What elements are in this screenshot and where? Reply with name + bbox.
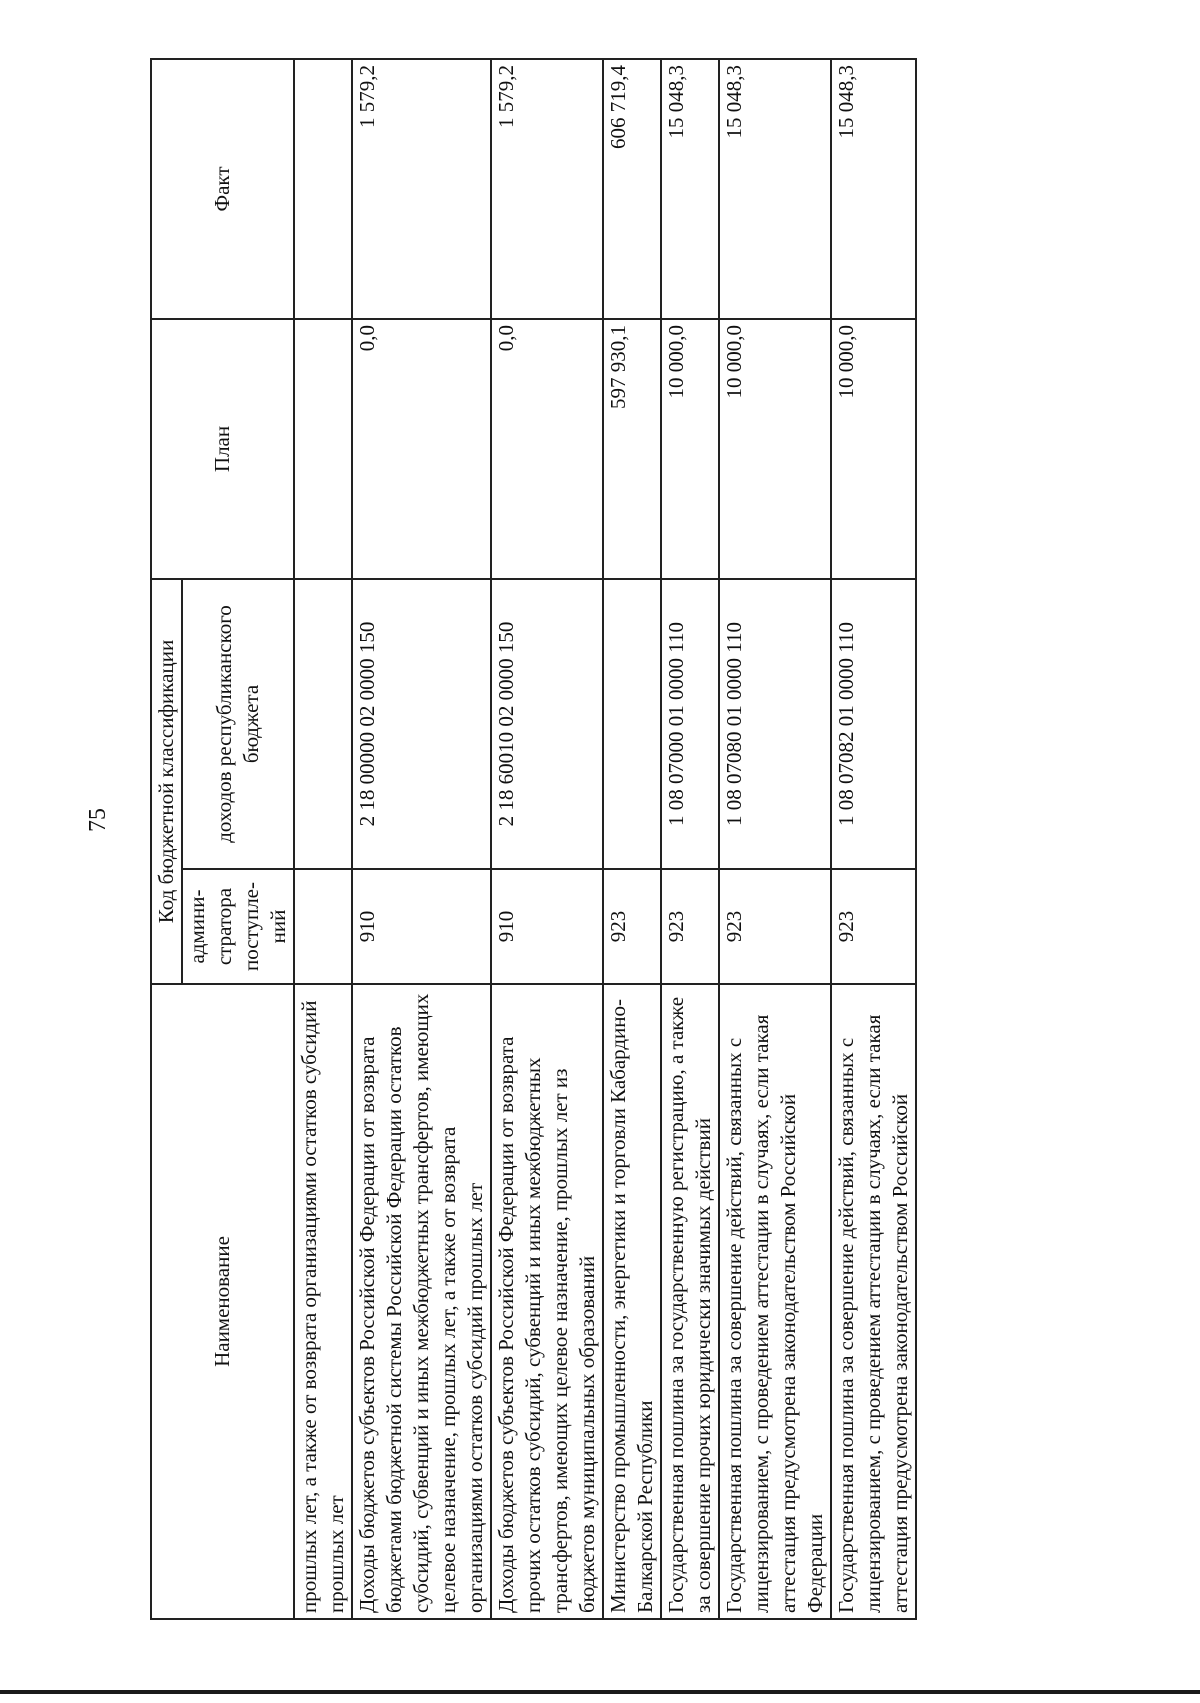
row-income-code: 2 18 00000 02 0000 150 [352,579,491,869]
row-plan: 597 930,1 [603,319,661,579]
table-row [352,59,491,1619]
row-fact [294,59,352,319]
row-admin-code: 910 [352,869,491,984]
header-code-group: Код бюджетной классификации [151,579,182,984]
row-income-code: 1 08 07080 01 0000 110 [719,579,831,869]
table-row [831,59,916,1619]
header-fact: Факт [151,59,294,319]
header-plan: План [151,319,294,579]
table-row [603,59,661,1619]
row-admin-code [294,869,352,984]
row-plan: 10 000,0 [719,319,831,579]
table-row [491,59,603,1619]
row-plan: 0,0 [352,319,491,579]
row-fact: 15 048,3 [719,59,831,319]
row-plan: 10 000,0 [831,319,916,579]
row-income-code: 2 18 60010 02 0000 150 [491,579,603,869]
row-fact: 606 719,4 [603,59,661,319]
table-row [294,59,352,1619]
row-fact: 1 579,2 [491,59,603,319]
row-income-code [603,579,661,869]
header-admin: админи-стратора поступле-ний [182,869,294,984]
row-name: Государственная пошлина за совершение действий, связанных с лицензированием, с проведением аттестации в случаях, если такая аттестация предусмотрена законодательством Российской Федерации [719,984,831,1619]
rotated-table-container [150,60,1043,1620]
row-income-code [294,579,352,869]
row-name: Доходы бюджетов субъектов Российской Федерации от возврата бюджетами бюджетной системы Российской Федерации остатков субсидий, субвенций и иных межбюджетных трансфертов, имеющих целевое назначение, прошлых лет, а также от возврата организациями остатков субсидий прошлых лет [352,984,491,1619]
table-row [719,59,831,1619]
page-number: 75 [85,808,111,832]
row-plan [294,319,352,579]
row-admin-code: 923 [831,869,916,984]
row-name: Государственная пошлина за совершение действий, связанных с лицензированием, с проведением аттестации в случаях, если такая аттестация предусмотрена законодательством Российской [831,984,916,1619]
row-fact: 15 048,3 [661,59,719,319]
row-name: Доходы бюджетов субъектов Российской Федерации от возврата прочих остатков субсидий, субвенций и иных межбюджетных трансфертов, имеющих целевое назначение, прошлых лет из бюджетов муниципальных образований [491,984,603,1619]
row-admin-code: 923 [661,869,719,984]
row-name: прошлых лет, а также от возврата организациями остатков субсидий прошлых лет [294,984,352,1619]
row-plan: 10 000,0 [661,319,719,579]
row-fact: 15 048,3 [831,59,916,319]
row-fact: 1 579,2 [352,59,491,319]
row-name: Министерство промышленности, энергетики и торговли Кабардино-Балкарской Республики [603,984,661,1619]
bottom-scan-edge [0,1690,1200,1694]
row-income-code: 1 08 07000 01 0000 110 [661,579,719,869]
row-name: Государственная пошлина за государственную регистрацию, а также за совершение прочих юридически значимых действий [661,984,719,1619]
row-income-code: 1 08 07082 01 0000 110 [831,579,916,869]
header-income: доходов республиканского бюджета [182,579,294,869]
row-plan: 0,0 [491,319,603,579]
row-admin-code: 923 [603,869,661,984]
budget-table [150,58,917,1620]
row-admin-code: 923 [719,869,831,984]
table-row [661,59,719,1619]
row-admin-code: 910 [491,869,603,984]
header-name: Наименование [151,984,294,1619]
